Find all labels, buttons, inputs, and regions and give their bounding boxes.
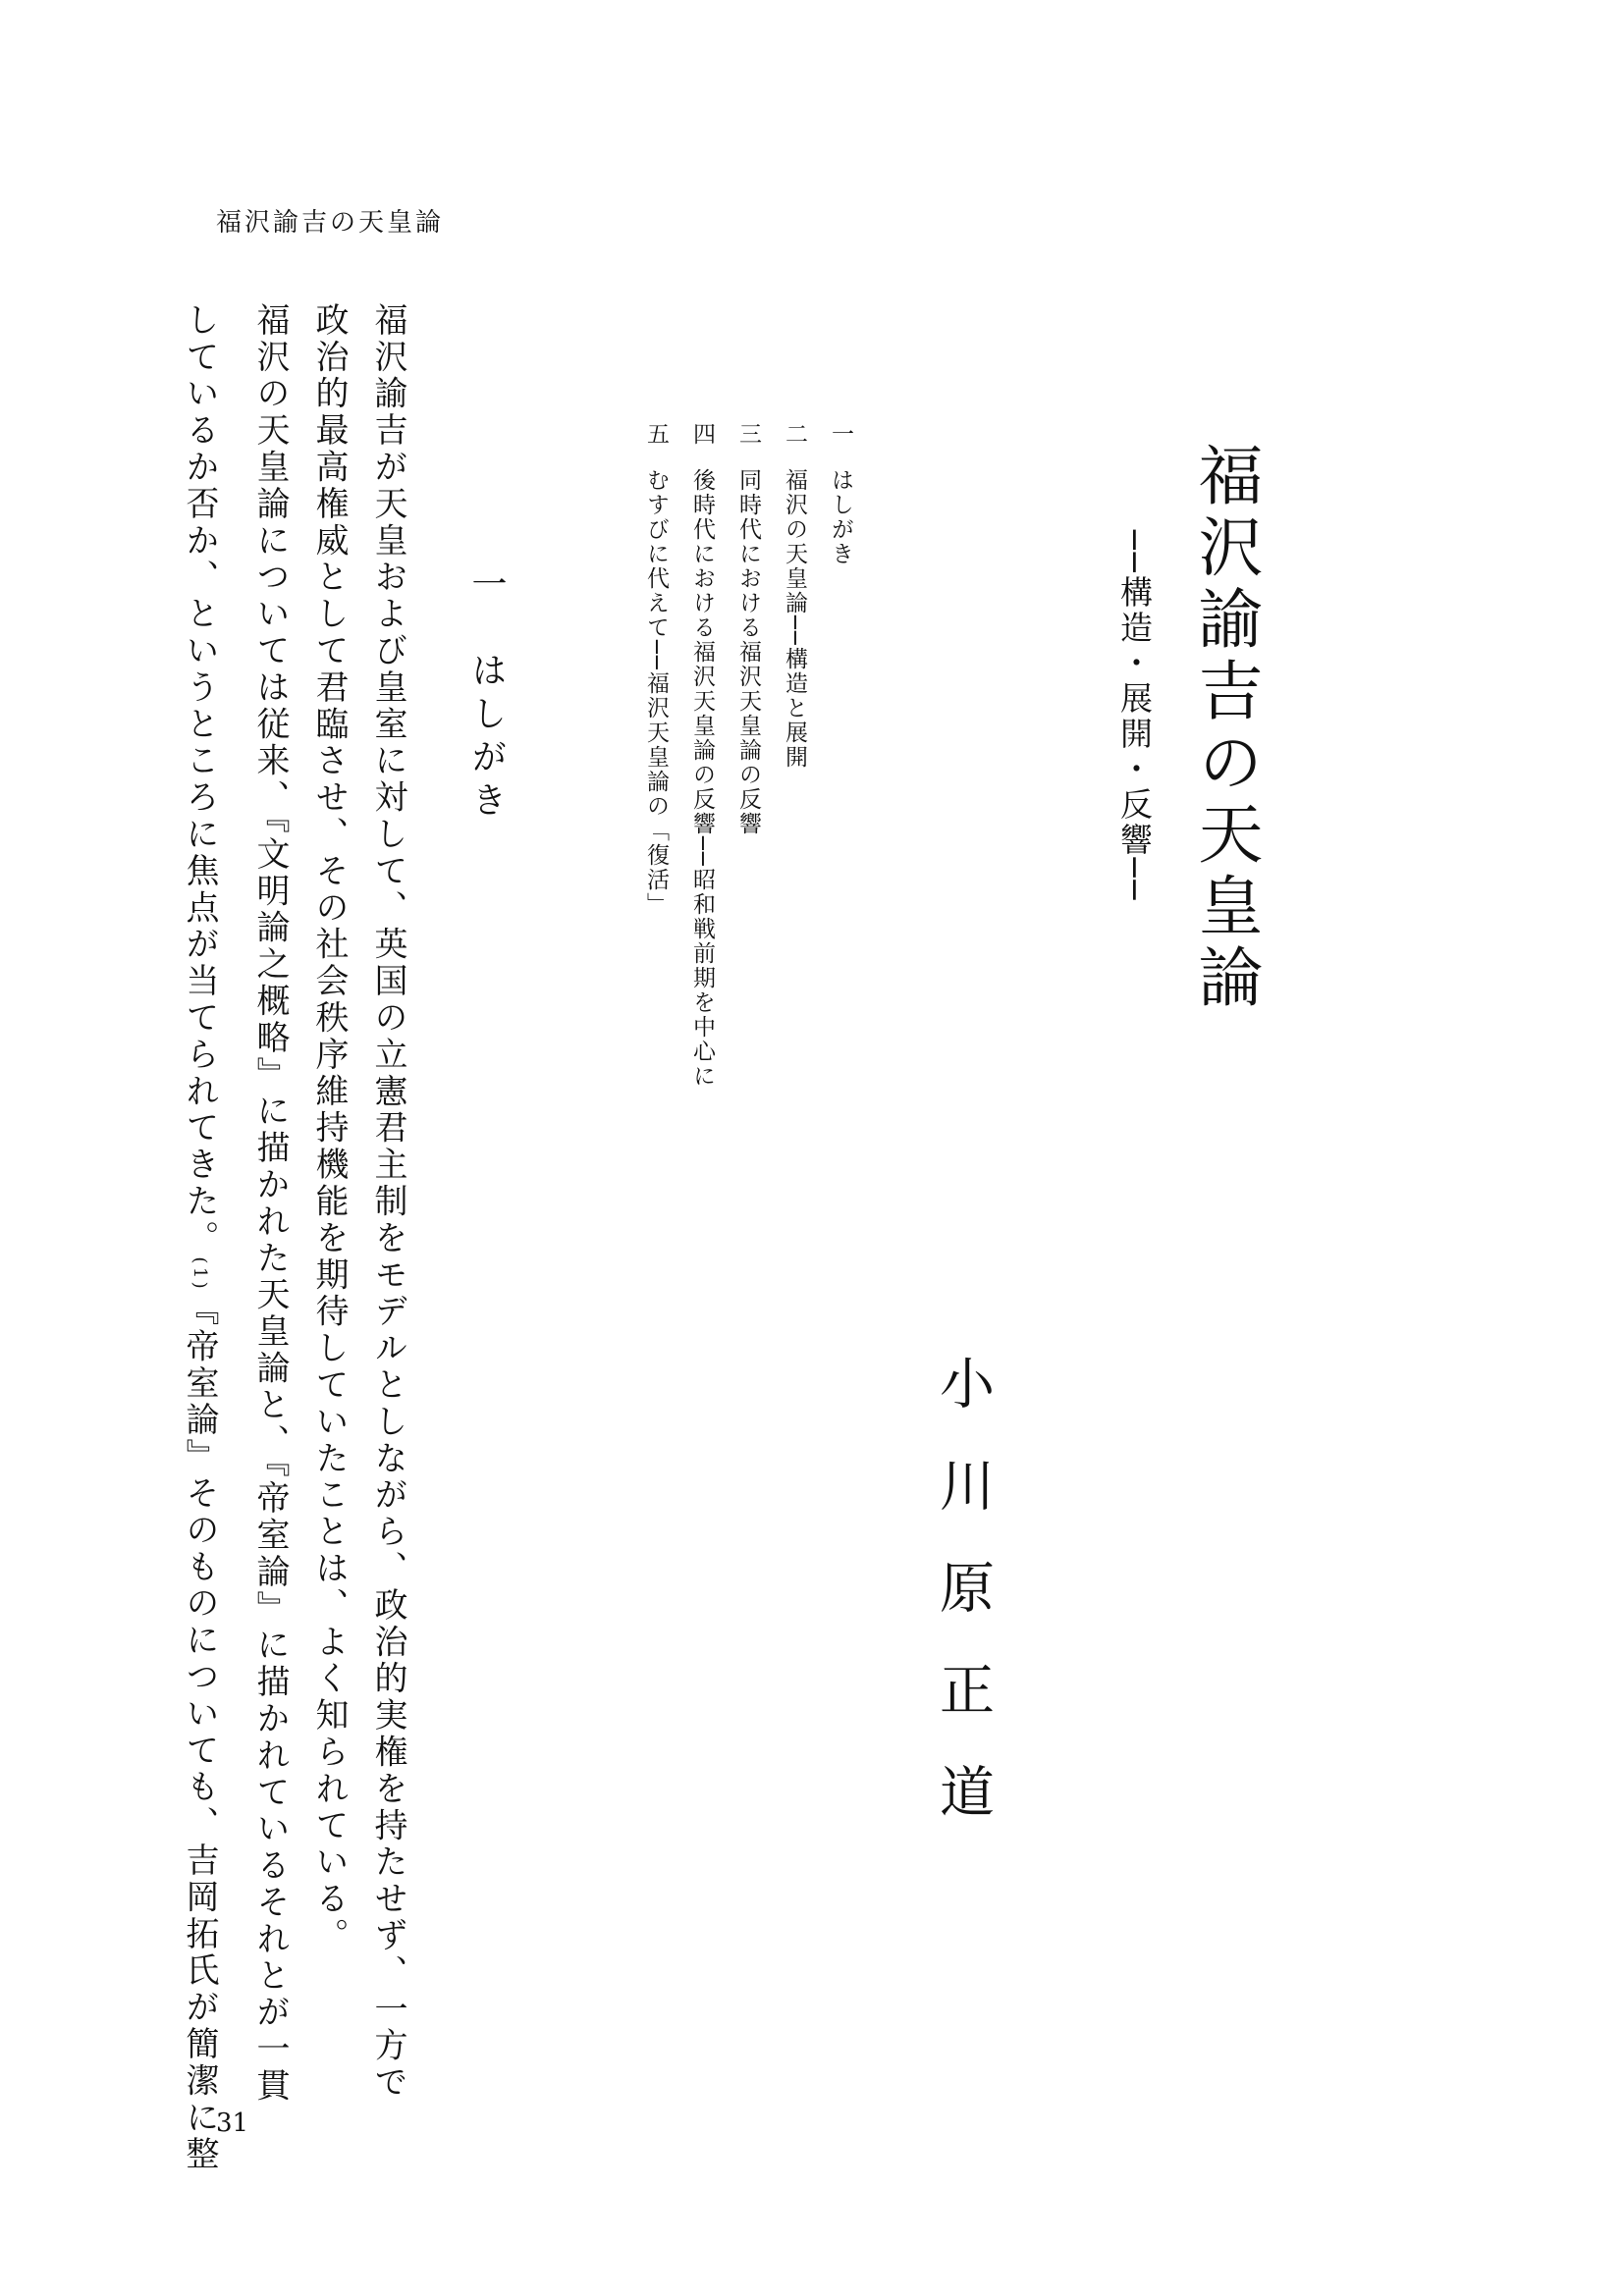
author-name: 小川原正道	[931, 1355, 995, 1865]
body-line-2: 政治的最高権威として君臨させ、その社会秩序維持機能を期待していたことは、よく知られている。	[309, 302, 349, 1954]
toc-number: 五	[643, 422, 669, 447]
article-title: 福沢諭吉の天皇論	[1187, 442, 1263, 1015]
toc-item-2	[779, 422, 811, 770]
toc-number: 四	[689, 422, 715, 447]
toc-label: むすびに代えて──福沢天皇論の「復活」	[643, 468, 669, 917]
toc-number: 一	[828, 422, 853, 447]
toc-item-4	[686, 422, 719, 1089]
page-number: 31	[216, 2109, 249, 2138]
toc-item-5	[640, 422, 673, 917]
article-subtitle: ──構造・展開・反響──	[1115, 530, 1154, 903]
body-line-4-text-a: しているか否か、というところに焦点が当てられてきた。	[180, 302, 219, 1257]
toc-number: 三	[735, 422, 761, 447]
toc-item-1	[825, 422, 857, 566]
body-line-4	[180, 302, 219, 2173]
toc-label: 同時代における福沢天皇論の反響	[735, 468, 761, 836]
toc-item-3	[732, 422, 765, 836]
toc-label: 福沢の天皇論──構造と展開	[782, 468, 807, 770]
section-heading: 一 はしがき	[466, 565, 507, 825]
body-line-1: 福沢諭吉が天皇および皇室に対して、英国の立憲君主制をモデルとしながら、政治的実権を持たせず、一方で	[368, 302, 407, 2102]
toc-label: はしがき	[828, 468, 853, 566]
footnote-reference[interactable]: (1)	[189, 1256, 210, 1293]
toc-number: 二	[782, 422, 807, 447]
running-header: 福沢諭吉の天皇論	[216, 208, 445, 238]
body-line-3: 福沢の天皇論については従来、『文明論之概略』に描かれた天皇論と、『帝室論』に描かれているそれとが一貫	[250, 302, 290, 2105]
toc-label: 後時代における福沢天皇論の反響──昭和戦前期を中心に	[689, 468, 715, 1089]
body-line-4-text-b: 『帝室論』そのものについても、吉岡拓氏が簡潔に整	[180, 1292, 219, 2173]
